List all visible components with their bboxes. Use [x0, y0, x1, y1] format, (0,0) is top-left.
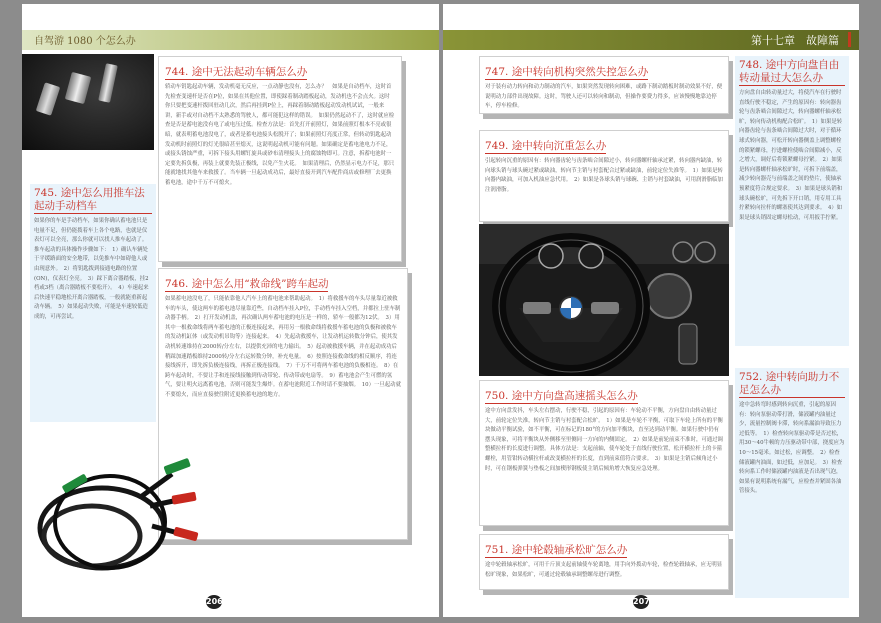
section-749-title: 749. 途中转向沉重怎么办 — [485, 140, 607, 152]
right-page-number: 207 — [633, 595, 649, 609]
left-page — [22, 4, 439, 617]
section-750-body: 途中方向盘发抖，车头左右摆动，行驶不稳，引起的原因有：车轮动不平衡，方向盘自由转动量过大，前轮定位失准，转向节主销与衬套配合松旷。 1）如果是车轮不平衡，可取下车轮上所有的平衡块做动平衡试验，如不平衡，可在标记的180°的方向加平衡块，直至达到动平衡。如果行驶中仍有摆头现象，可将平衡块从外侧移至里侧同一方向的内侧固定。 2）如果是前轮前束不准时，可通过调整横拉杆的长度进行调整。具体方法是：支起前轴，使车轮处于直线行驶位置，松开横拉杆上的卡箍螺栓，用管钳转动横拉杆或改变横拉杆的长度，直到前束值符合要求。 3）如果是主销后倾角过小时，可在钢板弹簧与垫板之间加楔形钢板使主销后倾角增大恢复应急处理。 — [485, 408, 723, 472]
left-page-number: 206 — [206, 595, 222, 609]
section-746-body: 如果蓄电池没电了，只能依靠他人汽车上的蓄电池来帮助起动。 1）将救援车的车头尽量靠近被救车的车头，使这两车的蓄电池尽量靠近些，自动档车挂入P位，手动档车挂入空档，并都拉上驻车制动器手柄。 2）打开发动机盖，再次确认两车蓄电池的电压是一样的，轿车一般都为12伏。 3）用其中一根救命线将两车蓄电池的正极连接起来，再用另一根救命线将救援车蓄电池的负极和被救车的发动机缸体（或发动机吊钩等）连接起来。 4）先起动救援车，让发动机运转数分钟后，使其发动机转速维持在2000转/分左右，以提供充沛的电力输出。 5）起动被救援车辆，并在起动成功后稍踩加速踏板维持2000转/分左右运转数分钟，补充电量。 6）按照连接救命线的相反顺序，将连接线拆开，即先拆负极连接线，再拆正极连接线。 7）千万不可将两车蓄电池的负极相连。 8）在跨车起动时，不要让手和连接线接触到传动带轮、传动带或电扇等。 9）蓄电池会产生可燃的氢气，要让明火远离蓄电池，否则可能发生爆炸。在蓄电池附近工作时请不要抽烟。 10）一旦起动就不要熄火，而应直接驶往附近更换蓄电池的地方。 — [165, 296, 401, 398]
section-752 — [735, 368, 849, 598]
section-748 — [735, 56, 849, 346]
section-750 — [479, 380, 729, 526]
section-744-body: 轿动车钥匙起动车辆，发动机毫无反应，一点动静也没有，怎么办？ 如果是自动档车，这时首先检查变速杆是否在P位，如果在其他位置，即使踩着制动踏板起动，发动机也不会点火。这时你只要把变速杆拨回驻动几次，然后再挂到P位上，再踩着制动踏板起动发动机试试，一般来讲，新手或对自动档不太熟悉的驾驶人，都可能犯这样的错误。 如果仍然起动不了，这时就应检查是否是蓄电池没有电了或电压过低。检查方法是：首先打开前照灯，如果前照灯根本不亮或很暗，就表明蓄电池没电了，或者是蓄电池接头松脱开了；如果前照灯亮度正常，但转动钥匙起动发动机时前照灯的灯光很暗甚至熄灭，这说明起动机可能有问题。如果确定是蓄电池电力不足，或接头锈蚀严重，可拆下接头用螺钉旋具或砂布清理接头上的腐蚀物即可。注意，拆蓄电池时一定要先拆负极，再装上就要先装正极线，以免产生火花。 如果清理后，仍然显示电力不足，那只能就地找其他车来救援了。当车辆一旦起动成功后，最好直接开到汽车配件商店或修理厂去更换蓄电池，途中千万不可熄火。 — [165, 84, 395, 186]
section-751-title: 751. 途中轮毂轴承松旷怎么办 — [485, 544, 628, 556]
right-header-accent — [848, 32, 851, 47]
pedals-photo — [22, 54, 154, 150]
section-750-title: 750. 途中方向盘高速摇头怎么办 — [485, 390, 638, 402]
section-744 — [158, 56, 402, 262]
section-746-title: 746. 途中怎么用“救命线”跨车起动 — [165, 278, 329, 290]
section-747-body: 对于装有动力转向和动力制动的汽车，如果突然发现转向困难，或路下制动踏板时制动效果不好，便说明动力部件出现故障。这时，驾驶人还可以转向和制动，但操作要费力得多，应该慢慢地靠边停车，停车检修。 — [485, 84, 723, 110]
right-page — [443, 4, 859, 617]
section-752-body: 途中急转弯时感到转向沉重，引起的原因有：转向泵驱动带打滑，储液罐内油量过少，流量控制阀卡滞，转向系漏油导致压力过低等。 1）检查转向泵驱动带是否过松，用30～40牛顿的力压驱动带中部，挠度应为10～15毫米。如过松，应调整。 2）检查储液罐内油面，如过低，应加足。 3）检查转向系工作时储液罐内油液是否出现气泡，如果有说明系统有漏气，应检查并紧固各油管接头。 — [739, 402, 845, 495]
right-header-title: 第十七章 故障篇 — [751, 34, 839, 47]
jumper-cables-photo — [22, 456, 202, 586]
left-header-title: 自驾游 1080 个怎么办 — [34, 36, 136, 47]
section-745 — [30, 184, 156, 422]
section-748-body: 方向盘自由转动量过大，将使汽车在行驶时直线行驶不稳定，产生的原因有：转向器齿轮与齿条啮合间隙过大，转向器螺杆轴承松旷，转向传动机构配合松旷。 1）如果是转向器齿轮与齿条啮合间隙过大时，对于循环球式转向器，可松开转向器侧盖上调整螺栓的锁紧螺母，拧进螺栓使啮合间隙减小，反之增大，调好后将锁紧螺母拧紧。 2）如果是转向器螺杆轴承松旷时，可拆下前端盖，减少转向器壳与前端盖之间的垫片，使轴承预紧度符合规定要求。 3）如果是球头销和球头碗松旷，可先拆下开口销，用专用工具拧紧转向拉杆的螺塞使其达到要求。 4）如果是球头销固定螺母松动，可用扳手拧紧。 — [739, 90, 843, 221]
steering-wheel-photo — [479, 224, 729, 376]
section-747-title: 747. 途中转向机构突然失控怎么办 — [485, 66, 649, 78]
section-749-body: 引起转向沉重的原因有：转向器齿轮与齿条啮合间隙过小，转向器螺杆轴承过紧，转向器内缺油，转向球头销与球头碗过紧或缺油，转向节主销与衬套配合过紧或缺油，前轮定位失准等。 1）如果是转向器内缺油，可加入机油应急代用。 2）如果是各球头销与球碗、主销与衬套缺油，可用润滑脂临加注润滑脂。 — [485, 158, 723, 193]
section-745-title: 745. 途中怎么用推车法起动手动档车 — [34, 187, 152, 214]
section-747 — [479, 56, 729, 114]
section-752-title: 752. 途中转向助力不足怎么办 — [739, 371, 845, 398]
section-751-body: 途中轮毂轴承松旷，可用千斤顶支起前轴使车轮离地，用手向外拨动车轮，检查轮毂轴承，应无明显松旷现象，如果松旷，可通过轮毂轴承调整螺母进行调整。 — [485, 562, 723, 578]
section-745-body: 如果你的车是手动档车，如果你确认蓄电池只是电量不足，但仍能拨着车上各个电路，也就是仪表灯可以全亮，那么你就可以找人推车起动了。 推车起动的具体操作步骤如下： 1）确认车辆处于平缓路面的安全地带，以免推车中如碍他人或由现意外。 2）将钥匙拨到接通电路的位置(ON)，仪表灯全亮。 3）踩下离合器踏板，挂2档或3档（离合器踏板不要松开）。 4）车速起来后快速平稳地松开离合器踏板，一般就能重新起动车辆。 5）如果起动失败，可能是车速较低造成的，可再尝试。 — [34, 218, 150, 320]
section-749 — [479, 130, 729, 222]
section-748-title: 748. 途中方向盘自由转动量过大怎么办 — [739, 59, 845, 86]
section-744-title: 744. 途中无法起动车辆怎么办 — [165, 66, 308, 78]
section-751 — [479, 534, 729, 590]
